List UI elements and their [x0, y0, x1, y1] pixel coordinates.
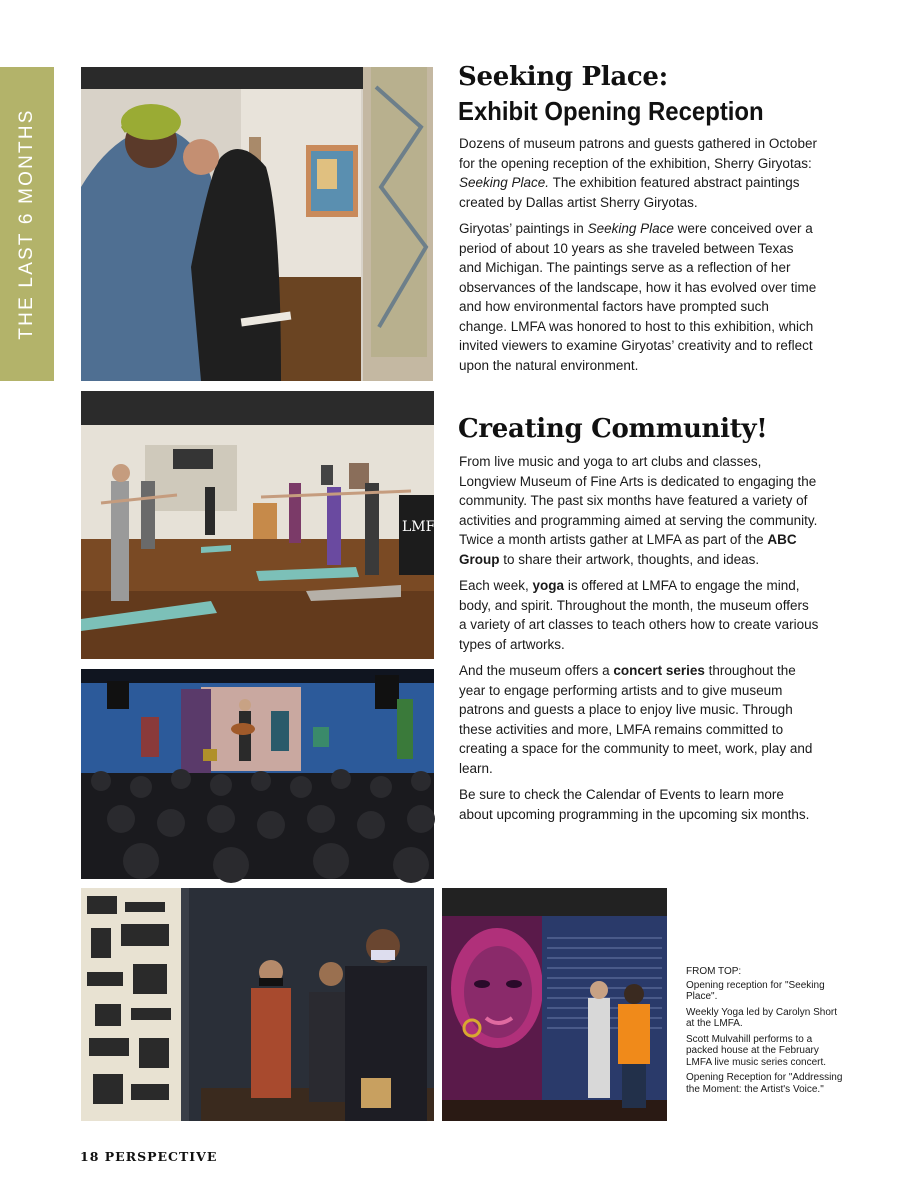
page-number: 18 — [80, 1149, 100, 1164]
subhead-exhibit-opening-reception: Exhibit Opening Reception — [458, 96, 764, 126]
caption-item: Scott Mulvahill performs to a packed house at the February LMFA live music series concert. — [686, 1033, 827, 1068]
photo-captions — [686, 966, 846, 1099]
headline-seeking-place: Seeking Place: — [458, 62, 668, 92]
paragraph: From live music and yoga to art clubs and classes, Longview Museum of Fine Arts is dedicated to engaging the community. The past six months have featured a variety of activities and programming aimed at serving the community. Twice a month artists gather at LMFA as part of the ABC Group to share their artwork, thoughts, and ideas. — [459, 454, 818, 567]
publication-name: PERSPECTIVE — [104, 1149, 218, 1164]
page-folio — [80, 1149, 217, 1164]
section-tab — [0, 67, 54, 381]
paragraph: And the museum offers a concert series throughout the year to engage performing artists and to give museum patrons and guests a place to enjoy live music. Through these activities and more, LMFA remains committed to creating a space for the community to meet, work, play and learn. — [459, 663, 813, 776]
article-creating-community-body — [459, 452, 819, 831]
paragraph: Be sure to check the Calendar of Events to learn more about upcoming programming in the upcoming six months. — [459, 787, 810, 822]
caption-heading: FROM TOP: — [686, 966, 742, 977]
paragraph: Each week, yoga is offered at LMFA to engage the mind, body, and spirit. Throughout the month, the museum offers a variety of art classes to teach others how to create various types of artworks. — [459, 578, 819, 652]
caption-item: Opening Reception for "Addressing the Moment: the Artist's Voice." — [686, 1072, 843, 1095]
photo-concert — [81, 669, 434, 879]
lmfa-sign: LMFA — [402, 519, 445, 535]
paragraph: Giryotas’ paintings in Seeking Place were conceived over a period of about 10 years as she traveled between Texas and Michigan. The paintings serve as a reflection of her observances of the landscape, how it has evolved over time and how environmental factors have prompted such change. LMFA was honored to host to this exhibition, which invited viewers to examine Giryotas’ creativity and to reflect upon the natural environment. — [459, 221, 817, 373]
article-seeking-place-body — [459, 134, 819, 382]
photo-addressing-the-moment — [81, 888, 434, 1121]
caption-item: Opening reception for "Seeking Place". — [686, 979, 825, 1002]
paragraph: Dozens of museum patrons and guests gathered in October for the opening reception of the exhibition, Sherry Giryotas: Seeking Place. The exhibition featured abstract paintings created by Dallas artist Sherry Giryotas. — [459, 136, 817, 210]
headline-creating-community: Creating Community! — [458, 414, 768, 444]
caption-item: Weekly Yoga led by Carolyn Short at the LMFA. — [686, 1006, 838, 1029]
photo-mural — [442, 888, 667, 1121]
section-tab-label: THE LAST 6 MONTHS — [16, 108, 37, 340]
photo-opening-reception — [81, 67, 433, 381]
photo-yoga — [81, 391, 445, 659]
